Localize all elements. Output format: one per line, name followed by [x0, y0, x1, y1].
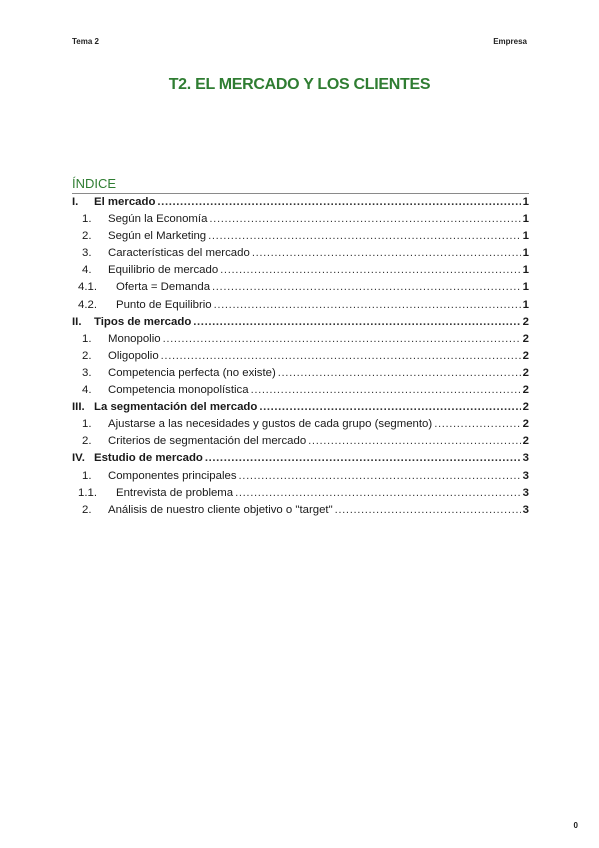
toc-entry-page[interactable]: 2: [522, 418, 529, 431]
toc-entry-text[interactable]: Criterios de segmentación del mercado: [108, 435, 307, 448]
header-left: Tema 2: [72, 37, 99, 46]
toc-entry-text[interactable]: Entrevista de problema: [116, 486, 234, 499]
toc-entry-page[interactable]: 1: [522, 196, 529, 208]
toc-entry-number: IV.: [72, 452, 85, 465]
toc-entry-page[interactable]: 2: [522, 384, 529, 397]
toc-entry-page[interactable]: 2: [522, 349, 529, 362]
toc-entry[interactable]: [72, 230, 529, 247]
toc-dot-leader: [214, 299, 521, 311]
toc-entry-page[interactable]: 2: [522, 332, 529, 345]
toc-entry-text[interactable]: Equilibrio de mercado: [108, 264, 219, 277]
toc-entry[interactable]: [72, 316, 529, 333]
toc-entry-number: 4.2.: [78, 298, 97, 311]
toc-dot-leader: [335, 504, 521, 516]
toc-entry-text[interactable]: Oferta = Demanda: [116, 281, 211, 294]
toc-entry-number: 2.: [82, 349, 92, 362]
toc-entry-number: I.: [72, 196, 79, 208]
toc-entry-text[interactable]: Monopolio: [108, 332, 161, 345]
toc-entry-text[interactable]: Componentes principales: [108, 469, 237, 482]
toc-entry-number: 1.: [82, 469, 92, 482]
toc-dot-leader: [212, 281, 521, 293]
toc-entry[interactable]: [72, 299, 529, 316]
toc-entry[interactable]: [72, 350, 529, 367]
toc-dot-leader: [252, 247, 521, 259]
toc-entry-number: 1.: [82, 418, 92, 431]
toc-dot-leader: [209, 213, 520, 225]
toc-entry[interactable]: [72, 333, 529, 350]
toc-dot-leader: [259, 401, 520, 413]
toc-entry-text[interactable]: Características del mercado: [108, 247, 250, 260]
toc-entry-number: 1.: [82, 332, 92, 345]
toc-dot-leader: [205, 452, 521, 464]
toc-dot-leader: [208, 230, 521, 242]
toc-dot-leader: [193, 316, 520, 328]
toc-entry-page[interactable]: 3: [522, 452, 529, 465]
toc-entry-page[interactable]: 2: [522, 366, 529, 379]
toc-entry[interactable]: [72, 196, 529, 213]
toc-entry-number: III.: [72, 401, 85, 414]
toc-entry-number: 1.1.: [78, 486, 97, 499]
toc-entry[interactable]: [72, 213, 529, 230]
toc-entry-text[interactable]: Estudio de mercado: [94, 452, 203, 465]
toc-entry-text[interactable]: Competencia perfecta (no existe): [108, 366, 276, 379]
toc-entry-page[interactable]: 1: [522, 213, 529, 226]
page-number: 0: [573, 821, 578, 830]
toc-entry-number: 4.1.: [78, 281, 97, 294]
toc-entry-text[interactable]: Análisis de nuestro cliente objetivo o "target": [108, 503, 333, 516]
toc-dot-leader: [163, 333, 521, 345]
toc-entry-number: 4.: [82, 384, 92, 397]
toc-entry-text[interactable]: Ajustarse a las necesidades y gustos de cada grupo (segmento): [108, 418, 433, 431]
toc-entry-page[interactable]: 1: [522, 298, 529, 311]
toc-entry[interactable]: [72, 470, 529, 487]
toc-entry[interactable]: [72, 418, 529, 435]
toc-entry-text[interactable]: Según el Marketing: [108, 230, 207, 243]
toc-divider: [72, 193, 529, 194]
toc-entry-page[interactable]: 2: [522, 315, 529, 328]
page-title: T2. EL MERCADO Y LOS CLIENTES: [168, 76, 431, 93]
toc-entry-text[interactable]: Punto de Equilibrio: [116, 298, 212, 311]
toc-entry[interactable]: [72, 435, 529, 452]
toc-entry-text[interactable]: La segmentación del mercado: [94, 401, 258, 414]
toc-entry-number: 2.: [82, 503, 92, 516]
toc-dot-leader: [251, 384, 521, 396]
toc-entry[interactable]: [72, 401, 529, 418]
toc-entry[interactable]: [72, 384, 529, 401]
toc-entry-page[interactable]: 1: [522, 230, 529, 243]
toc-entry-number: 1.: [82, 213, 92, 226]
toc-entry-text[interactable]: Tipos de mercado: [94, 315, 192, 328]
toc-entry[interactable]: [72, 247, 529, 264]
toc-entry-text[interactable]: Competencia monopolística: [108, 384, 249, 397]
toc-entry-number: 3.: [82, 366, 92, 379]
toc-entry-page[interactable]: 1: [522, 264, 529, 277]
table-of-contents: [72, 196, 529, 521]
toc-entry-page[interactable]: 2: [522, 401, 529, 414]
toc-dot-leader: [220, 264, 520, 276]
toc-entry-number: 2.: [82, 435, 92, 448]
toc-dot-leader: [434, 418, 520, 430]
toc-entry-page[interactable]: 2: [522, 435, 529, 448]
toc-entry-page[interactable]: 3: [522, 486, 529, 499]
toc-entry-number: 3.: [82, 247, 92, 260]
toc-entry-number: 2.: [82, 230, 92, 243]
toc-entry[interactable]: [72, 281, 529, 298]
toc-entry-number: II.: [72, 315, 82, 328]
toc-entry[interactable]: [72, 367, 529, 384]
toc-entry-page[interactable]: 1: [522, 247, 529, 260]
toc-entry-text[interactable]: Oligopolio: [108, 349, 159, 362]
toc-heading: ÍNDICE: [72, 176, 117, 191]
toc-entry-page[interactable]: 1: [522, 281, 529, 294]
toc-entry-text[interactable]: El mercado: [94, 196, 156, 208]
toc-dot-leader: [278, 367, 521, 379]
toc-entry[interactable]: [72, 264, 529, 281]
toc-dot-leader: [239, 470, 521, 482]
toc-entry-text[interactable]: Según la Economía: [108, 213, 208, 226]
toc-entry-number: 4.: [82, 264, 92, 277]
toc-entry[interactable]: [72, 452, 529, 469]
toc-entry-page[interactable]: 3: [522, 503, 529, 516]
toc-dot-leader: [308, 435, 520, 447]
toc-dot-leader: [157, 196, 520, 208]
toc-entry[interactable]: [72, 504, 529, 521]
toc-dot-leader: [235, 487, 521, 499]
toc-entry[interactable]: [72, 487, 529, 504]
header-right: Empresa: [493, 37, 527, 46]
toc-entry-page[interactable]: 3: [522, 469, 529, 482]
toc-dot-leader: [161, 350, 521, 362]
